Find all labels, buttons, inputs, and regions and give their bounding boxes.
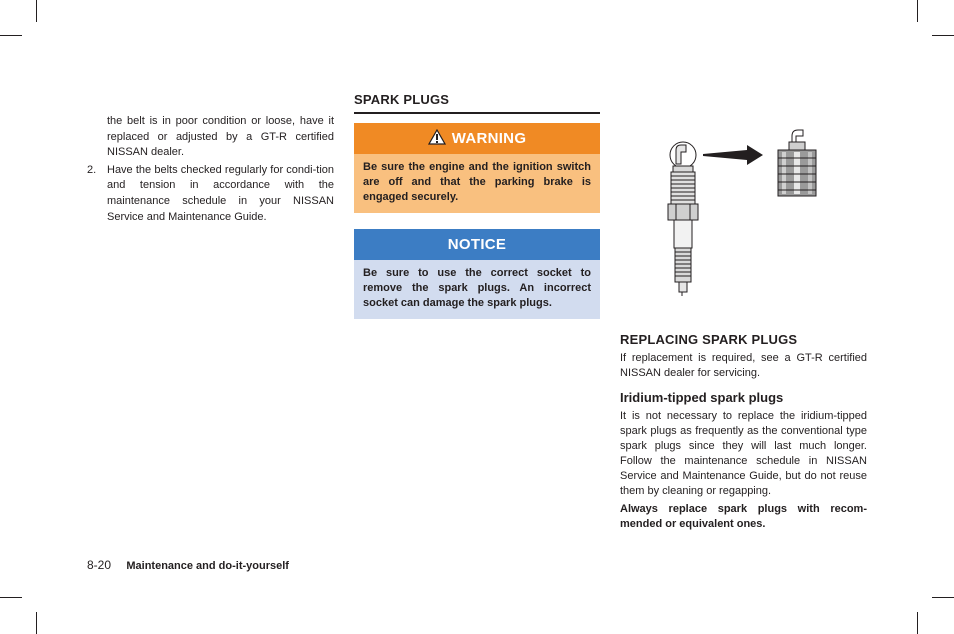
crop-mark	[36, 612, 37, 634]
replacing-heading: REPLACING SPARK PLUGS	[620, 332, 798, 347]
section-title: SPARK PLUGS	[354, 92, 600, 114]
list-item-text: Have the belts checked regularly for condi-tion and tension in accordance with the maintenance schedule in your NISSAN Service and Maintenance Guide.	[107, 163, 334, 223]
list-item	[87, 163, 334, 225]
crop-mark	[0, 35, 22, 36]
warning-text: Be sure the engine and the ignition switch are off and that the parking brake is engaged securely.	[354, 154, 600, 213]
crop-mark	[0, 597, 22, 598]
crop-mark	[917, 612, 918, 634]
middle-column	[354, 92, 600, 319]
warning-box	[354, 123, 600, 213]
page-number: 8-20	[87, 558, 112, 572]
continuation-paragraph: the belt is in poor condition or loose, have it replaced or adjusted by a GT-R certified NISSAN dealer.	[107, 115, 334, 159]
right-column	[620, 332, 867, 532]
intro-paragraph: If replacement is required, see a GT-R certified NISSAN dealer for servicing.	[620, 352, 867, 379]
left-column	[87, 114, 334, 225]
notice-header	[354, 229, 600, 260]
footer-section: Maintenance and do-it-yourself	[126, 560, 289, 572]
notice-text: Be sure to use the correct socket to remove the spark plugs. An incorrect socket can damage the spark plugs.	[354, 260, 600, 319]
iridium-paragraph: It is not necessary to replace the iridium-tipped spark plugs as frequently as the conventional type spark plugs since they will last much longer. Follow the maintenance schedule in NISSAN Service and Maintenance Guide, but do not reuse them by cleaning or regapping.	[620, 410, 867, 497]
bold-note: Always replace spark plugs with recom-mended or equivalent ones.	[620, 503, 867, 530]
spark-plug-illustration	[655, 128, 835, 300]
warning-title: WARNING	[451, 130, 527, 147]
warning-header	[354, 123, 600, 154]
crop-mark	[932, 35, 954, 36]
iridium-subheading: Iridium-tipped spark plugs	[620, 390, 784, 405]
warning-triangle-icon	[428, 129, 446, 149]
crop-mark	[932, 597, 954, 598]
page-footer	[87, 558, 289, 572]
list-item-number: 2.	[87, 163, 97, 176]
crop-mark	[917, 0, 918, 22]
crop-mark	[36, 0, 37, 22]
notice-box	[354, 229, 600, 319]
notice-title: NOTICE	[447, 236, 507, 253]
